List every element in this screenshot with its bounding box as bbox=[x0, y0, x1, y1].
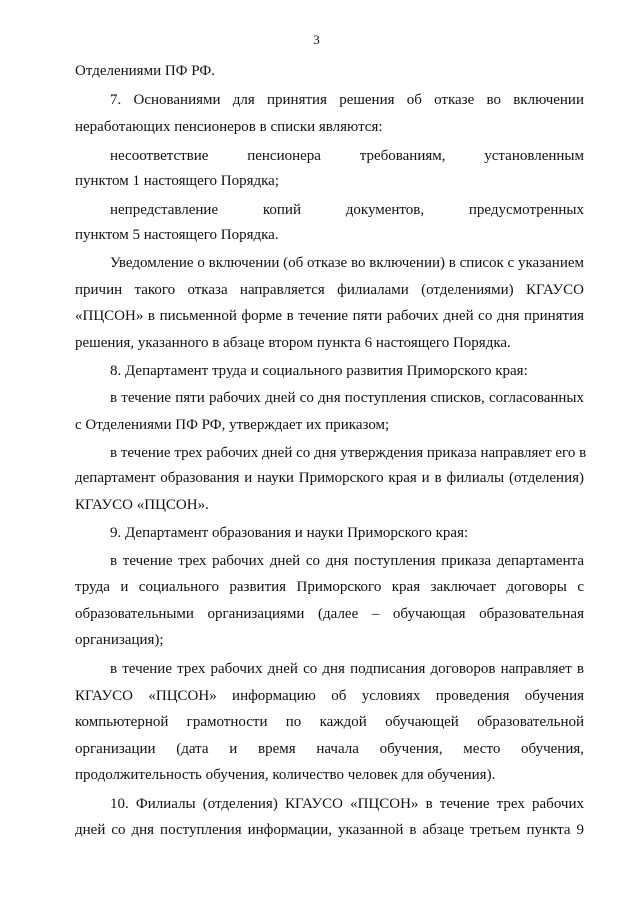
text-line: с Отделениями ПФ РФ, утверждает их приказом; bbox=[75, 417, 390, 433]
page-number: 3 bbox=[313, 32, 320, 47]
text-line: труда и социального развития Приморского края заключает договоры с bbox=[75, 579, 584, 595]
text-line: пунктом 1 настоящего Порядка; bbox=[75, 173, 280, 189]
text-line: продолжительность обучения, количество человек для обучения). bbox=[75, 767, 496, 783]
text-line: пунктом 5 настоящего Порядка. bbox=[75, 227, 279, 243]
text-line: образовательными организациями (далее – обучающая образовательная bbox=[75, 606, 584, 622]
text-line: непредставление копий документов, предусмотренных bbox=[110, 202, 584, 218]
text-line: причин такого отказа направляется филиалами (отделениями) КГАУСО bbox=[75, 282, 584, 298]
text-line: Уведомление о включении (об отказе во включении) в список с указанием bbox=[110, 255, 584, 271]
text-line: в течение трех рабочих дней со дня поступления приказа департамента bbox=[110, 553, 584, 569]
text-line: несоответствие пенсионера требованиям, установленным bbox=[110, 148, 584, 164]
text-line: 9. Департамент образования и науки Приморского края: bbox=[110, 525, 469, 541]
text-line: неработающих пенсионеров в списки являются: bbox=[75, 119, 383, 135]
text-line: 8. Департамент труда и социального развития Приморского края: bbox=[110, 363, 528, 379]
text-line: Отделениями ПФ РФ. bbox=[75, 63, 215, 79]
text-line: КГАУСО «ПЦСОН». bbox=[75, 497, 209, 513]
text-line: в течение трех рабочих дней со дня утверждения приказа направляет его в bbox=[110, 445, 587, 461]
text-line: в течение трех рабочих дней со дня подписания договоров направляет в bbox=[110, 661, 584, 677]
text-line: 10. Филиалы (отделения) КГАУСО «ПЦСОН» в течение трех рабочих bbox=[110, 796, 584, 812]
text-line: КГАУСО «ПЦСОН» информацию об условиях проведения обучения bbox=[75, 688, 584, 704]
text-line: 7. Основаниями для принятия решения об отказе во включении bbox=[110, 92, 584, 108]
text-line: «ПЦСОН» в письменной форме в течение пяти рабочих дней со дня принятия bbox=[75, 308, 584, 324]
text-line: департамент образования и науки Приморского края и в филиалы (отделения) bbox=[75, 470, 584, 486]
text-line: организации (дата и время начала обучения, место обучения, bbox=[75, 741, 584, 757]
text-line: в течение пяти рабочих дней со дня поступления списков, согласованных bbox=[110, 390, 584, 406]
text-line: дней со дня поступления информации, указанной в абзаце третьем пункта 9 bbox=[75, 822, 584, 838]
text-line: организация); bbox=[75, 632, 164, 648]
text-line: решения, указанного в абзаце втором пункта 6 настоящего Порядка. bbox=[75, 335, 511, 351]
text-line: компьютерной грамотности по каждой обучающей образовательной bbox=[75, 714, 584, 730]
